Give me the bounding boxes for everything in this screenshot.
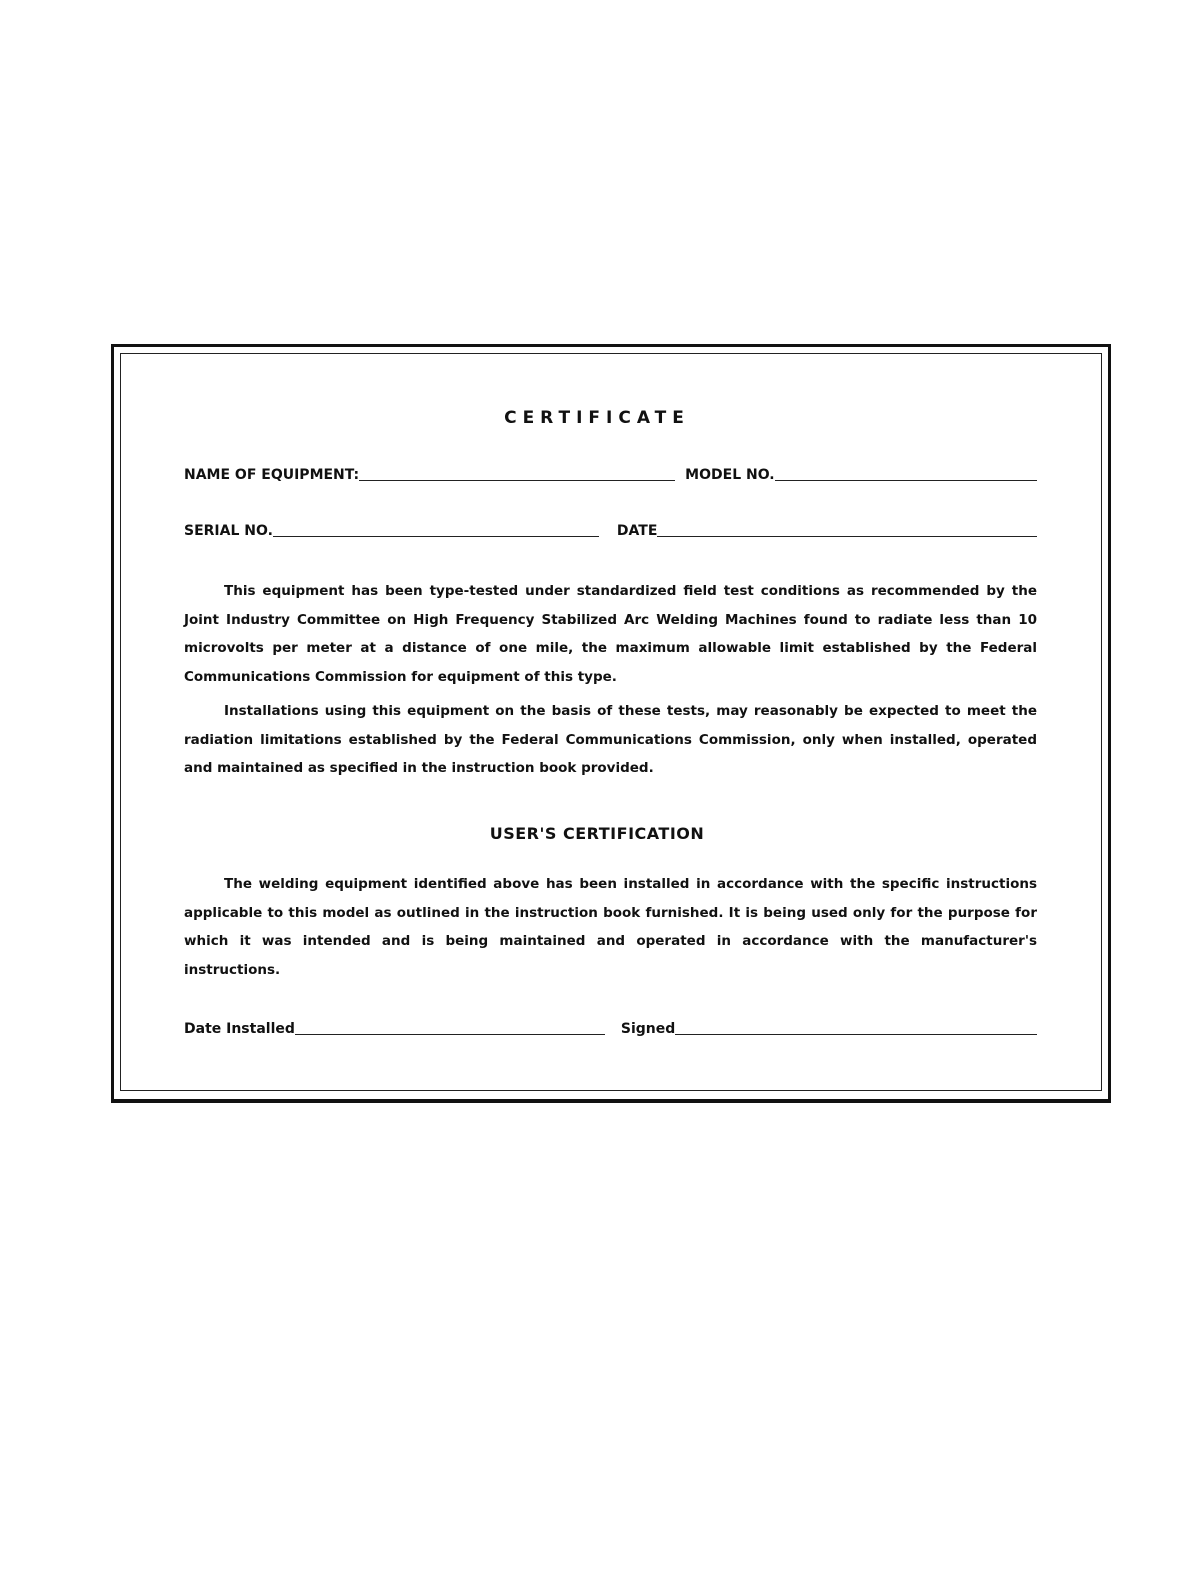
date-label: DATE bbox=[616, 523, 658, 539]
users-certification-paragraph: The welding equipment identified above has been installed in accordance with the specific instructions applicable to this model as outlined in the instruction book furnished. It is being used only for the purpose for which it was intended and is being maintained and operated in accordance with the manufacturer's instructions. bbox=[184, 876, 1037, 978]
date-line[interactable] bbox=[657, 536, 1037, 537]
serial-no-line[interactable] bbox=[273, 536, 599, 537]
date-installed-label: Date Installed bbox=[184, 1021, 295, 1037]
date-installed-line[interactable] bbox=[295, 1034, 605, 1035]
model-no-line[interactable] bbox=[775, 480, 1037, 481]
certificate-paragraph-1: This equipment has been type-tested under standardized field test conditions as recommended by the Joint Industry Committee on High Frequency Stabilized Arc Welding Machines found to radiate less than 10 microvolts per meter at a distance of one mile, the maximum allowable limit established by the Federal Communications Commission for equipment of this type. bbox=[184, 583, 1037, 685]
name-of-equipment-line[interactable] bbox=[359, 480, 675, 481]
serial-date-row bbox=[184, 522, 1037, 540]
certificate-paragraph-2: Installations using this equipment on the basis of these tests, may reasonably be expected to meet the radiation limitations established by the Federal Communications Commission, only when installed, operated and maintained as specified in the instruction book provided. bbox=[184, 703, 1037, 776]
name-of-equipment-label: NAME OF EQUIPMENT: bbox=[184, 467, 360, 483]
signed-label: Signed bbox=[620, 1021, 676, 1037]
equipment-model-row bbox=[184, 466, 1037, 484]
model-no-label: MODEL NO. bbox=[685, 467, 775, 483]
certificate-title: CERTIFICATE bbox=[504, 408, 690, 428]
serial-no-label: SERIAL NO. bbox=[184, 523, 273, 539]
users-certification-title: USER'S CERTIFICATION bbox=[489, 824, 705, 843]
installed-signed-row bbox=[184, 1020, 1037, 1038]
signed-line[interactable] bbox=[675, 1034, 1037, 1035]
